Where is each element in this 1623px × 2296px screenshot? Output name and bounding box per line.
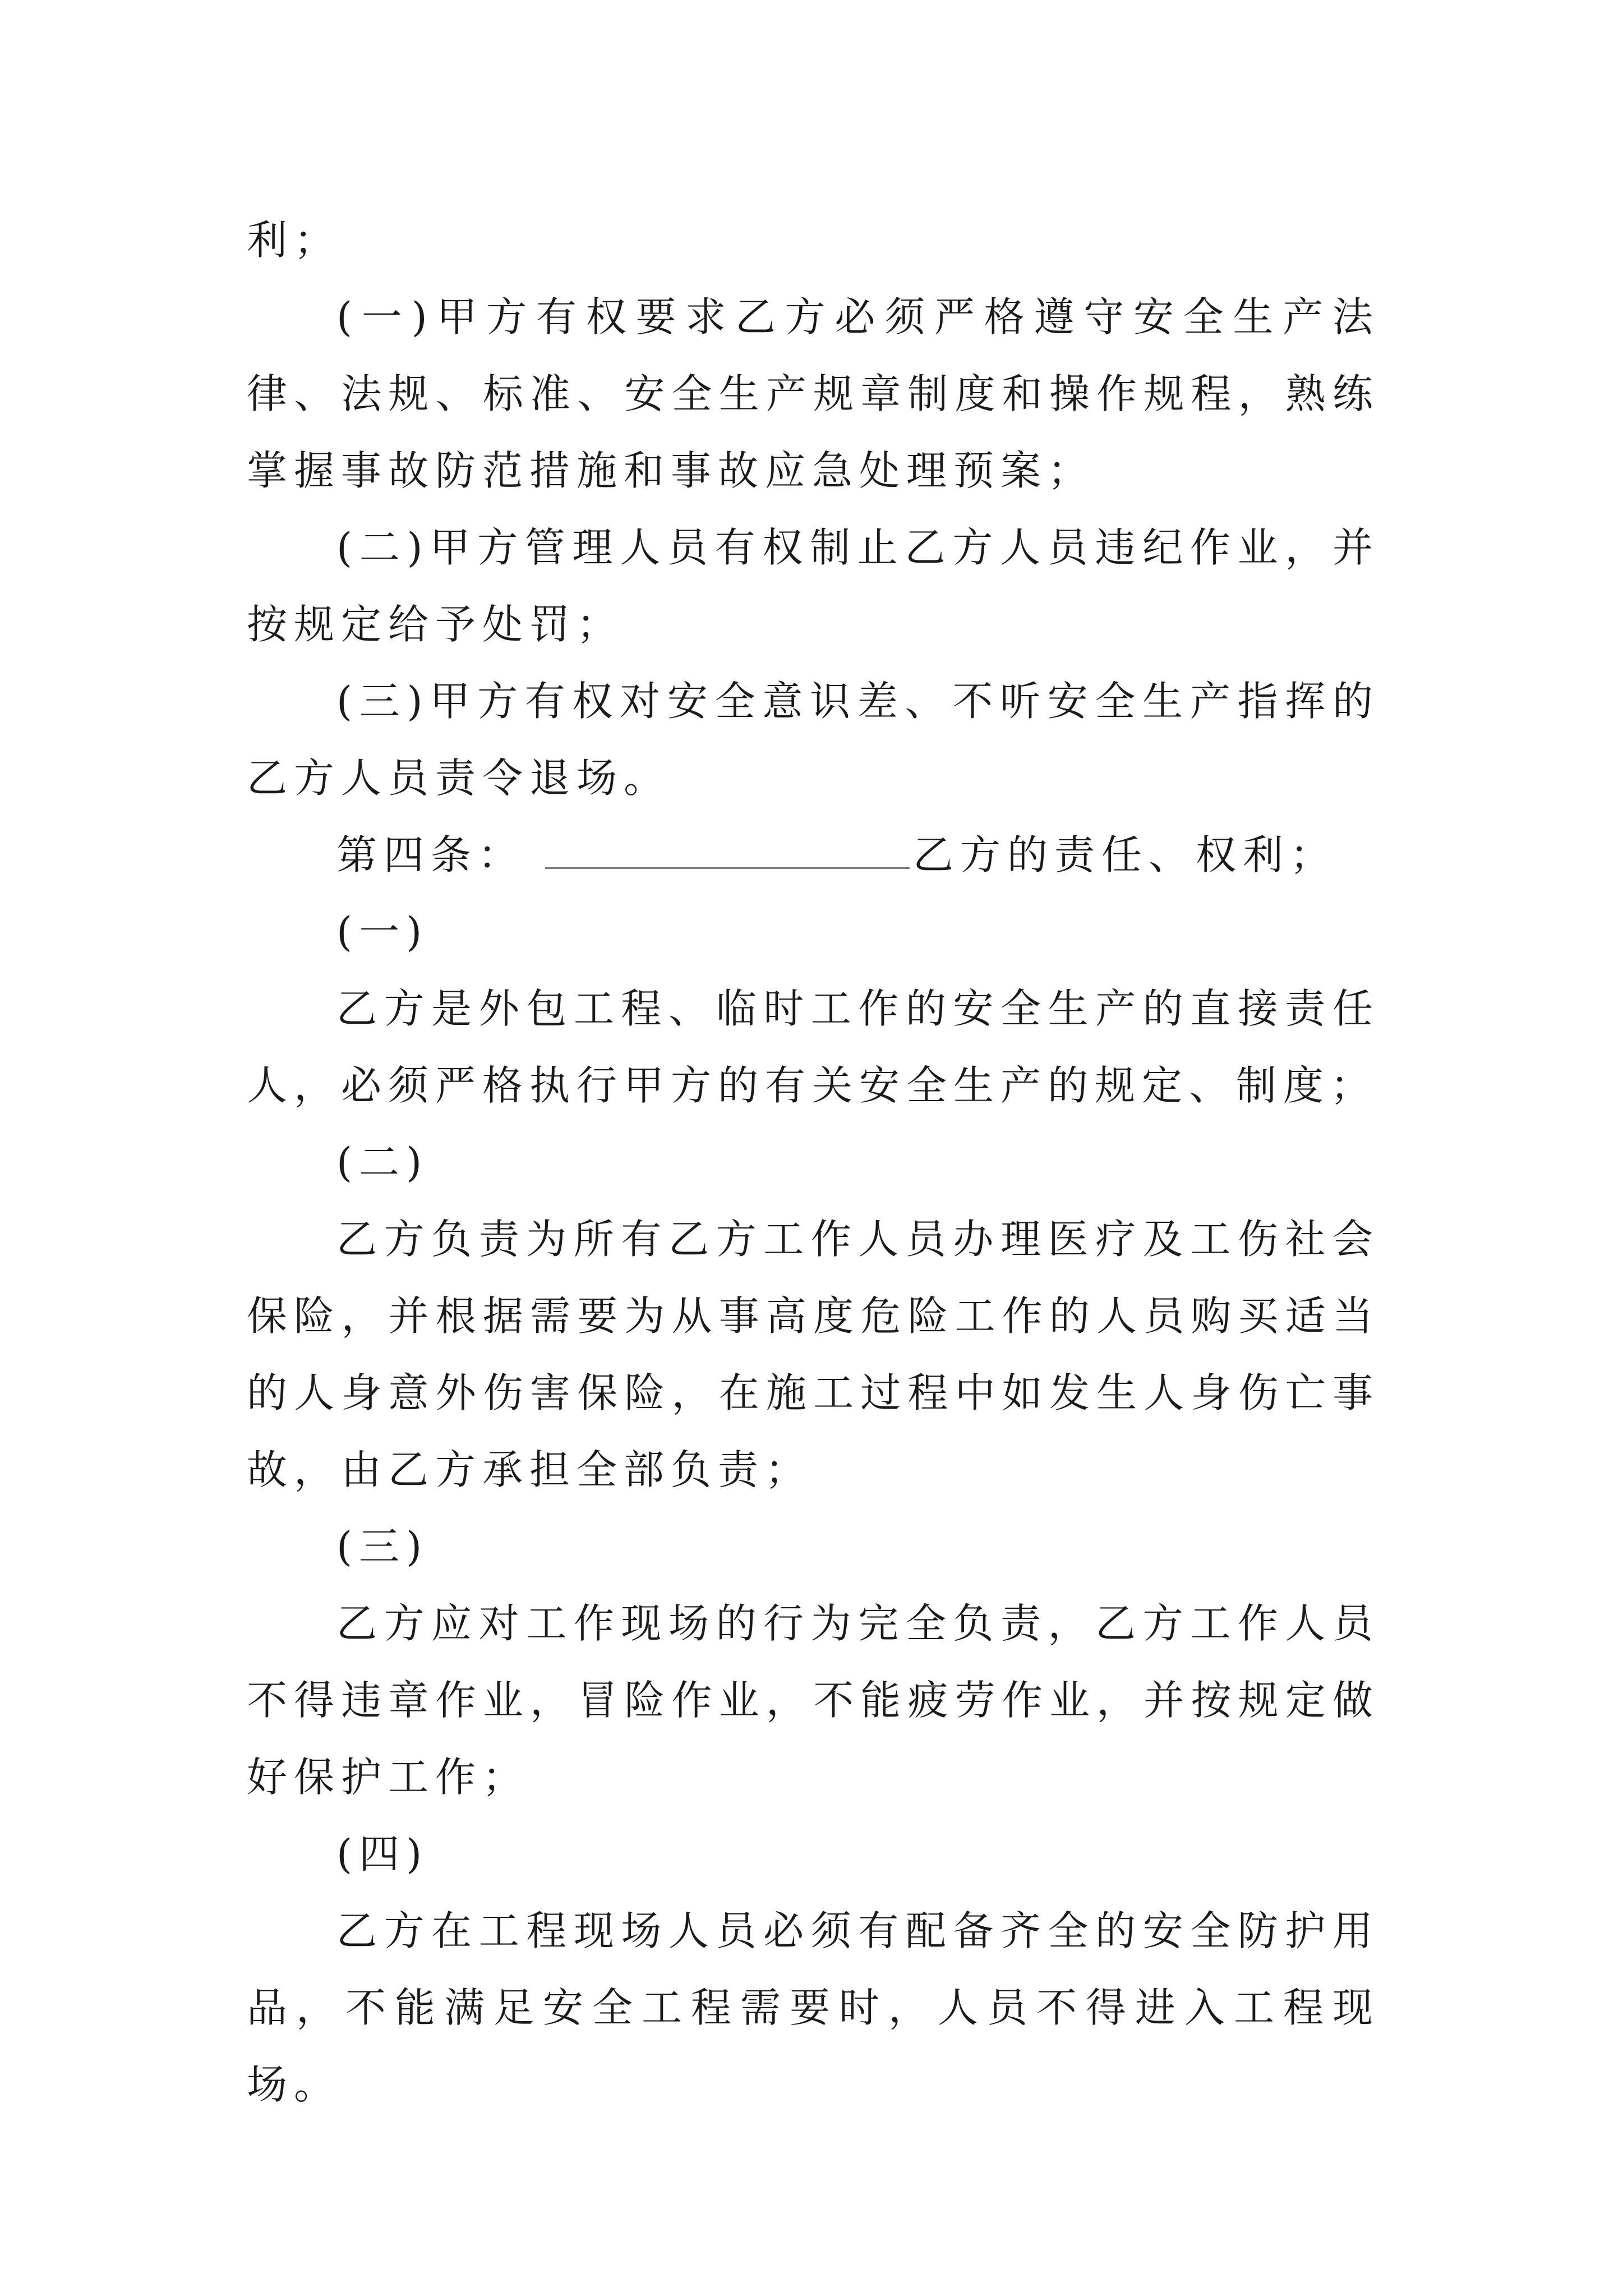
item-text-4: 乙方在工程现场人员必须有配备齐全的安全防护用品，不能满足安全工程需要时，人员不得进入工程现场。: [247, 1907, 1380, 2108]
item-text-3: 乙方应对工作现场的行为完全负责，乙方工作人员不得违章作业，冒险作业，不能疲劳作业，并按规定做好保护工作；: [247, 1600, 1380, 1801]
document-body: [247, 202, 1380, 2123]
article-4-heading: [247, 817, 1380, 894]
article-4-title: 乙方的责任、权利；: [913, 831, 1338, 878]
paragraph-party-a-right-1: (一)甲方有权要求乙方必须严格遵守安全生产法律、法规、标准、安全生产规章制度和操作规程，熟练掌握事故防范措施和事故应急处理预案；: [247, 293, 1380, 494]
item-text-1: 乙方是外包工程、临时工作的安全生产的直接责任人，必须严格执行甲方的有关安全生产的规定、制度；: [247, 985, 1380, 1109]
paragraph-party-a-right-2: (二)甲方管理人员有权制止乙方人员违纪作业，并按规定给予处罚；: [247, 524, 1380, 648]
paragraph-party-a-right-3: (三)甲方有权对安全意识差、不听安全生产指挥的乙方人员责令退场。: [247, 678, 1380, 802]
item-text-2: 乙方负责为所有乙方工作人员办理医疗及工伤社会保险，并根据需要为从事高度危险工作的人员购买适当的人身意外伤害保险，在施工过程中如发生人身伤亡事故，由乙方承担全部负责；: [247, 1216, 1380, 1493]
item-marker-3: (三): [336, 1523, 429, 1570]
item-marker-1: (一): [336, 908, 429, 955]
item-marker-4: (四): [336, 1830, 429, 1878]
fill-in-blank[interactable]: [545, 834, 910, 869]
article-4-label: 第四条：: [336, 831, 525, 878]
item-marker-2: (二): [336, 1139, 429, 1186]
paragraph-continuation: 利；: [247, 217, 342, 264]
